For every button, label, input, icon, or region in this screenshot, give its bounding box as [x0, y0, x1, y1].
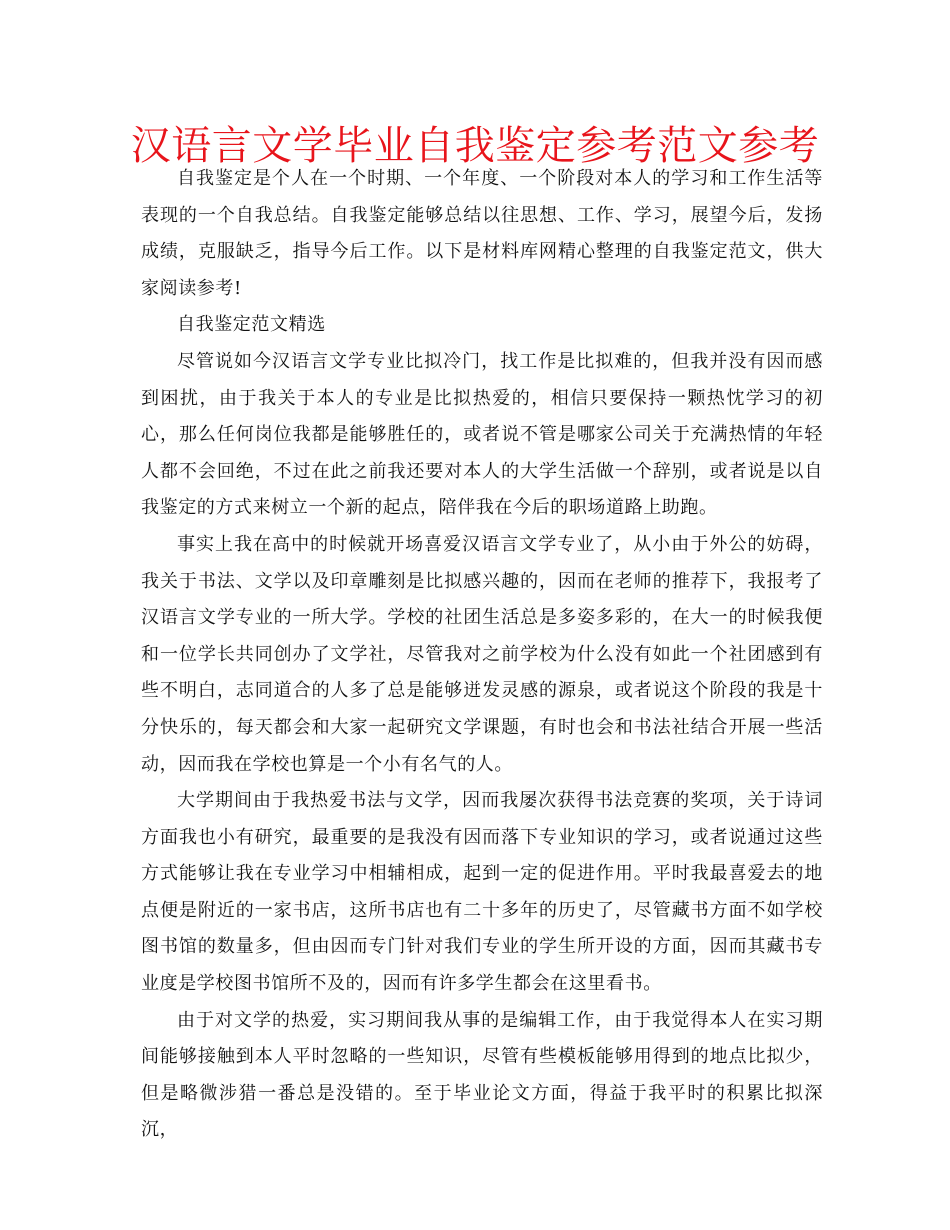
body-paragraph: 事实上我在高中的时候就开场喜爱汉语言文学专业了，从小由于外公的妨碍，我关于书法、文学以及印章雕刻是比拟感兴趣的，因而在老师的推荐下，我报考了汉语言文学专业的一所大学。学校的社团生活总是多姿多彩的，在大一的时候我便和一位学长共同创办了文学社，尽管我对之前学校为什么没有如此一个社团感到有些不明白，志同道合的人多了总是能够迸发灵感的源泉，或者说这个阶段的我是十分快乐的，每天都会和大家一起研究文学课题，有时也会和书法社结合开展一些活动，因而我在学校也算是一个小有名气的人。 [141, 533, 823, 775]
body-paragraph: 尽管说如今汉语言文学专业比拟冷门，找工作是比拟难的，但我并没有因而感到困扰，由于我关于本人的专业是比拟热爱的，相信只要保持一颗热忱学习的初心，那么任何岗位我都是能够胜任的，或者说不管是哪家公司关于充满热情的年轻人都不会回绝，不过在此之前我还要对本人的大学生活做一个辞别，或者说是以自我鉴定的方式来树立一个新的起点，陪伴我在今后的职场道路上助跑。 [141, 350, 823, 519]
body-paragraph: 由于对文学的热爱，实习期间我从事的是编辑工作，由于我觉得本人在实习期间能够接触到本人平时忽略的一些知识，尽管有些模板能够用得到的地点比拟少，但是略微涉猎一番总是没错的。至于毕业论文方面，得益于我平时的积累比拟深沉， [141, 1009, 823, 1141]
body-paragraph: 大学期间由于我热爱书法与文学，因而我屡次获得书法竞赛的奖项，关于诗词方面我也小有研究，最重要的是我没有因而落下专业知识的学习，或者说通过这些方式能够让我在专业学习中相辅相成，起到一定的促进作用。平时我最喜爱去的地点便是附近的一家书店，这所书店也有二十多年的历史了，尽管藏书方面不如学校图书馆的数量多，但由因而专门针对我们专业的学生所开设的方面，因而其藏书专业度是学校图书馆所不及的，因而有许多学生都会在这里看书。 [141, 790, 823, 995]
intro-paragraph: 自我鉴定是个人在一个时期、一个年度、一个阶段对本人的学习和工作生活等表现的一个自我总结。自我鉴定能够总结以往思想、工作、学习，展望今后，发扬成绩，克服缺乏，指导今后工作。以下是材料库网精心整理的自我鉴定范文，供大家阅读参考! [141, 168, 823, 299]
document-title: 汉语言文学毕业自我鉴定参考范文参考 [130, 123, 820, 169]
document-body [141, 161, 823, 1149]
section-heading: 自我鉴定范文精选 [177, 314, 326, 336]
